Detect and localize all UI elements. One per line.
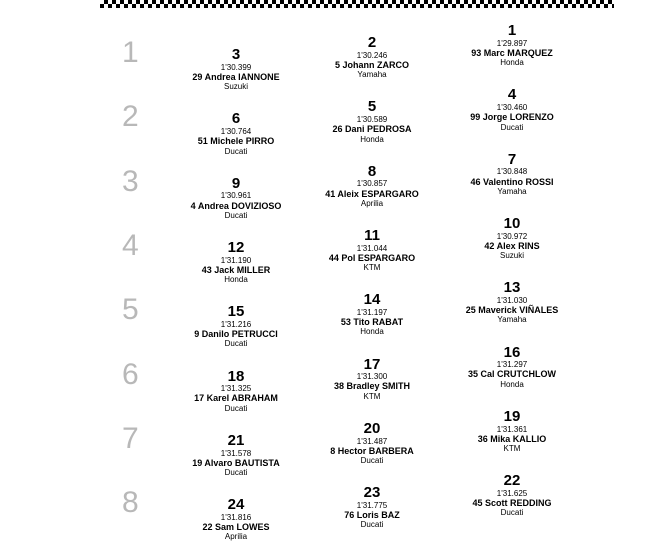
lap-time: 1'31.325 xyxy=(220,384,252,394)
grid-row-number: 7 xyxy=(122,421,139,455)
lap-time: 1'30.589 xyxy=(356,115,388,125)
lap-time: 1'31.197 xyxy=(356,307,388,317)
grid-row-number: 4 xyxy=(122,228,139,262)
rider-name: 44 Pol ESPARGARO xyxy=(328,252,416,263)
team-name: Ducati xyxy=(224,339,248,349)
grid-slot xyxy=(437,23,587,67)
rider-name: 19 Alvaro BAUTISTA xyxy=(192,457,280,468)
rider-name: 45 Scott REDDING xyxy=(472,498,552,509)
rider-name: 99 Jorge LORENZO xyxy=(470,112,554,123)
grid-row-number: 2 xyxy=(122,100,139,134)
grid-slot xyxy=(437,152,587,196)
grid-position: 23 xyxy=(363,484,381,502)
lap-time: 1'31.625 xyxy=(496,488,528,498)
team-name: Aprilia xyxy=(224,532,248,542)
grid-row-number: 6 xyxy=(122,357,139,391)
lap-time: 1'31.044 xyxy=(356,243,388,253)
grid-slot xyxy=(297,99,447,143)
grid-position: 6 xyxy=(231,110,241,128)
grid-position: 4 xyxy=(507,86,517,104)
grid-slot xyxy=(161,304,311,348)
lap-time: 1'30.246 xyxy=(356,50,388,60)
team-name: Yamaha xyxy=(357,70,387,80)
team-name: Ducati xyxy=(500,508,524,518)
lap-time: 1'31.216 xyxy=(220,319,252,329)
lap-time: 1'31.816 xyxy=(220,512,252,522)
grid-slot xyxy=(297,164,447,208)
lap-time: 1'30.848 xyxy=(496,167,528,177)
grid-slot xyxy=(161,240,311,284)
rider-name: 38 Bradley SMITH xyxy=(333,381,411,392)
team-name: Ducati xyxy=(224,468,248,478)
grid-position: 18 xyxy=(227,367,245,385)
team-name: Honda xyxy=(360,327,384,337)
grid-position: 5 xyxy=(367,98,377,116)
lap-time: 1'29.897 xyxy=(496,38,528,48)
grid-slot xyxy=(297,421,447,465)
team-name: Ducati xyxy=(224,146,248,156)
lap-time: 1'31.190 xyxy=(220,255,252,265)
grid-slot xyxy=(437,216,587,260)
rider-name: 9 Danilo PETRUCCI xyxy=(194,329,278,340)
grid-slot xyxy=(437,409,587,453)
rider-name: 26 Dani PEDROSA xyxy=(332,124,412,135)
grid-position: 16 xyxy=(503,343,521,361)
grid-slot xyxy=(437,473,587,517)
lap-time: 1'30.399 xyxy=(220,62,252,72)
rider-name: 53 Tito RABAT xyxy=(340,317,404,328)
grid-position: 20 xyxy=(363,419,381,437)
grid-position: 9 xyxy=(231,174,241,192)
lap-time: 1'31.578 xyxy=(220,448,252,458)
grid-position: 3 xyxy=(231,46,241,63)
grid-row-number: 3 xyxy=(122,164,139,198)
grid-position: 17 xyxy=(363,355,381,373)
team-name: Honda xyxy=(360,134,384,144)
grid-slot xyxy=(297,357,447,401)
rider-name: 36 Mika KALLIO xyxy=(477,433,547,444)
rider-name: 25 Maverick VIÑALES xyxy=(465,305,559,316)
grid-position: 1 xyxy=(507,22,517,39)
lap-time: 1'31.300 xyxy=(356,372,388,382)
lap-time: 1'30.460 xyxy=(496,103,528,113)
grid-slot xyxy=(297,228,447,272)
rider-name: 22 Sam LOWES xyxy=(202,522,270,533)
grid-position: 21 xyxy=(227,431,245,449)
rider-name: 46 Valentino ROSSI xyxy=(470,176,554,187)
lap-time: 1'31.361 xyxy=(496,424,528,434)
checkered-flag-banner xyxy=(100,0,614,8)
grid-slot xyxy=(437,280,587,324)
rider-name: 41 Aleix ESPARGARO xyxy=(325,188,419,199)
grid-slot xyxy=(437,87,587,131)
rider-name: 4 Andrea DOVIZIOSO xyxy=(190,200,282,211)
grid-row-number: 1 xyxy=(122,36,139,69)
grid-slot xyxy=(161,111,311,155)
rider-name: 51 Michele PIRRO xyxy=(197,136,275,147)
grid-position: 12 xyxy=(227,238,245,256)
rider-name: 29 Andrea IANNONE xyxy=(192,71,280,82)
rider-name: 42 Alex RINS xyxy=(484,240,540,251)
grid-position: 22 xyxy=(503,472,521,490)
grid-slot xyxy=(297,35,447,79)
team-name: KTM xyxy=(363,391,381,401)
grid-position: 8 xyxy=(367,162,377,180)
team-name: Suzuki xyxy=(499,251,524,261)
grid-slot xyxy=(161,433,311,477)
lap-time: 1'31.775 xyxy=(356,500,388,510)
grid-slot xyxy=(161,47,311,91)
grid-position: 11 xyxy=(364,226,380,244)
team-name: Honda xyxy=(500,379,524,389)
grid-slot xyxy=(297,485,447,529)
team-name: Ducati xyxy=(360,520,384,530)
rider-name: 76 Loris BAZ xyxy=(344,510,400,521)
grid-row-number: 8 xyxy=(122,486,139,520)
lap-time: 1'30.961 xyxy=(220,191,252,201)
grid-slot xyxy=(161,176,311,220)
grid-position: 13 xyxy=(503,279,521,297)
grid-position: 19 xyxy=(503,407,521,425)
rider-name: 5 Johann ZARCO xyxy=(334,59,409,70)
grid-position: 14 xyxy=(363,291,381,309)
team-name: Ducati xyxy=(500,122,524,132)
grid-position: 2 xyxy=(367,34,377,51)
grid-slot xyxy=(161,369,311,413)
team-name: KTM xyxy=(503,444,521,454)
rider-name: 17 Karel ABRAHAM xyxy=(194,393,278,404)
team-name: Yamaha xyxy=(497,315,527,325)
lap-time: 1'31.030 xyxy=(496,295,528,305)
lap-time: 1'30.764 xyxy=(220,127,252,137)
lap-time: 1'30.857 xyxy=(356,179,388,189)
team-name: Ducati xyxy=(360,456,384,466)
lap-time: 1'31.487 xyxy=(356,436,388,446)
rider-name: 8 Hector BARBERA xyxy=(330,445,414,456)
rider-name: 93 Marc MARQUEZ xyxy=(471,47,553,58)
team-name: Honda xyxy=(224,275,248,285)
grid-slot xyxy=(297,292,447,336)
team-name: Aprilia xyxy=(360,198,384,208)
grid-position: 24 xyxy=(227,496,245,514)
rider-name: 35 Cal CRUTCHLOW xyxy=(467,369,556,380)
rider-name: 43 Jack MILLER xyxy=(201,264,271,275)
team-name: Honda xyxy=(500,58,524,68)
grid-slot xyxy=(437,345,587,389)
team-name: Ducati xyxy=(224,210,248,220)
grid-position: 7 xyxy=(507,150,517,168)
team-name: Suzuki xyxy=(223,82,248,92)
team-name: KTM xyxy=(363,263,381,273)
grid-position: 10 xyxy=(503,214,521,232)
grid-position: 15 xyxy=(227,303,245,321)
grid-slot xyxy=(161,497,311,541)
team-name: Ducati xyxy=(224,403,248,413)
lap-time: 1'30.972 xyxy=(496,231,528,241)
lap-time: 1'31.297 xyxy=(496,360,528,370)
team-name: Yamaha xyxy=(497,186,527,196)
grid-row-number: 5 xyxy=(122,293,139,327)
